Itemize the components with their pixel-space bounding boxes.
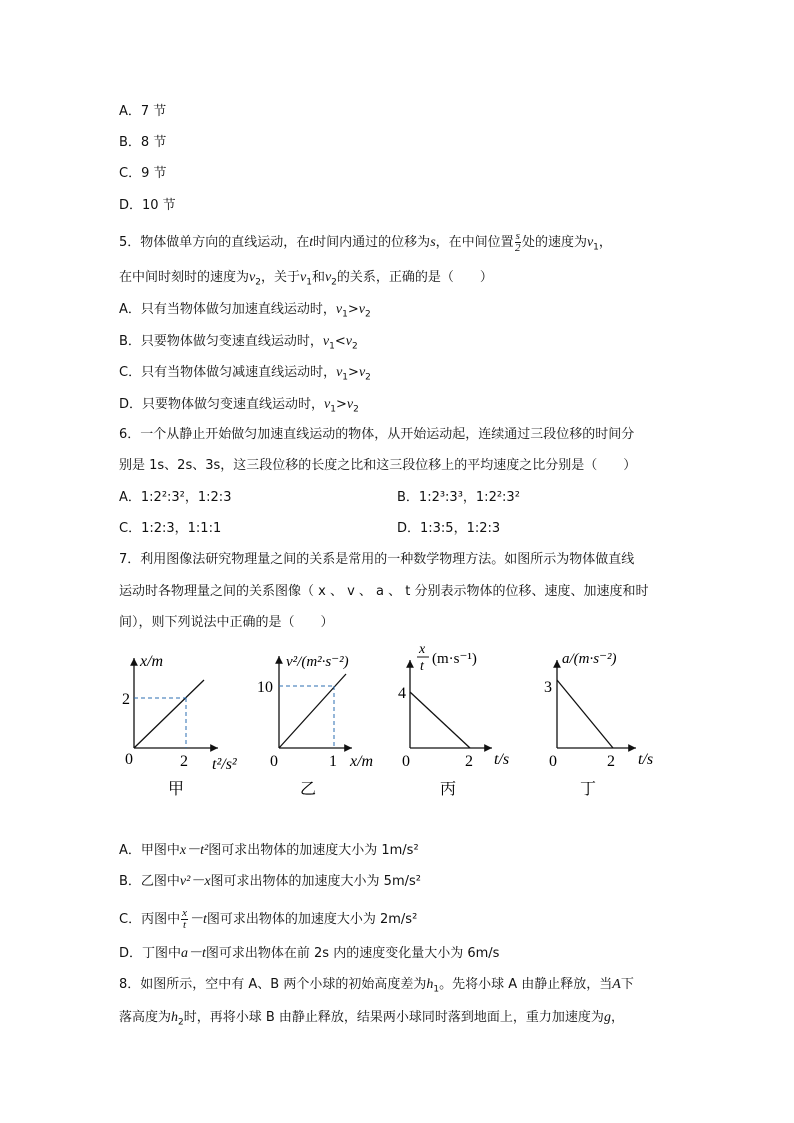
q5-stem-line2: 在中间时刻时的速度为$v_2$，关于$v_1$和$v_2$的关系，正确的是（ ） (119, 270, 493, 288)
graph-bing-xtick: 2 (465, 753, 473, 770)
q7-option-c: C．丙图中 $\frac{x}{t}$ －t图可求出物体的加速度大小为 2m/s² (119, 907, 418, 931)
graph-ding-xtick: 2 (607, 753, 615, 770)
graph-yi (257, 654, 373, 798)
graph-bing-ylabel-den: t (420, 659, 424, 674)
q8-stem-line1: 8．如图所示，空中有 A、B 两个小球的初始高度差为$h_1$。先将小球 A 由静止释放，当A下 (119, 977, 634, 995)
graph-ding (544, 651, 653, 798)
graph-yi-xlabel: x/m (350, 753, 374, 770)
q4-option-b: B．8 节 (119, 135, 167, 150)
graph-ding-line (557, 680, 613, 748)
q5-option-b: B．只要物体做匀变速直线运动时，$v_1<v_2$ (119, 334, 358, 352)
graph-yi-origin: 0 (270, 753, 278, 770)
graph-jia-line (134, 680, 204, 748)
graph-jia-caption: 甲 (168, 781, 185, 798)
q7-option-a: A．甲图中x－t²图可求出物体的加速度大小为 1m/s² (119, 843, 419, 858)
q5-half-s-fraction: $\frac{s}{2}$ (515, 230, 521, 254)
graph-bing-caption: 丙 (440, 781, 457, 798)
q7-stem-line3: 间），则下列说法中正确的是（ ） (119, 615, 334, 630)
graph-yi-caption: 乙 (300, 781, 317, 798)
graph-ding-ytick: 3 (544, 679, 552, 696)
q5-option-c: C．只有当物体做匀减速直线运动时，$v_1>v_2$ (119, 365, 371, 383)
graph-jia-origin: 0 (125, 751, 133, 768)
graph-ding-caption: 丁 (580, 781, 597, 798)
q5-stem-line1: 5．物体做单方向的直线运动，在t时间内通过的位移为s，在中间位置 $\frac{s}{2}$ 处的速度为$v_1$， (119, 230, 612, 254)
q7-option-d: D．丁图中a－t图可求出物体在前 2s 内的速度变化量大小为 6m/s (119, 946, 500, 961)
graph-bing-xlabel: t/s (494, 751, 510, 768)
q5-option-d: D．只要物体做匀变速直线运动时，$v_1>v_2$ (119, 397, 359, 415)
q4-option-d: D．10 节 (119, 198, 176, 213)
q7-stem-line1: 7．利用图像法研究物理量之间的关系是常用的一种数学物理方法。如图所示为物体做直线 (119, 552, 635, 567)
q7-stem-line2: 运动时各物理量之间的关系图像（ x 、 v 、 a 、 t 分别表示物体的位移、速度、加速度和时 (119, 584, 649, 599)
graph-jia-ylabel: x/m (140, 653, 164, 670)
graph-ding-origin: 0 (549, 753, 557, 770)
graph-yi-ytick: 10 (257, 679, 273, 696)
graph-bing-ytick: 4 (398, 685, 406, 702)
graph-yi-ylabel: v²/(m²·s⁻²) (286, 654, 349, 670)
q7-option-b: B．乙图中v²－x图可求出物体的加速度大小为 5m/s² (119, 874, 421, 889)
q6-option-d: D．1:3:5，1:2:3 (397, 521, 501, 536)
graph-jia-xtick: 2 (180, 753, 188, 770)
q6-option-c: C．1:2:3，1:1:1 (119, 521, 222, 536)
graph-ding-ylabel: a/(m·s⁻²) (562, 651, 617, 667)
graph-bing (398, 642, 509, 798)
q8-stem-line2: 落高度为$h_2$时，再将小球 B 由静止释放，结果两小球同时落到地面上，重力加速度为g， (119, 1010, 624, 1028)
graph-bing-ylabel-num: x (419, 642, 426, 657)
graph-bing-line (410, 692, 470, 748)
graph-jia (122, 653, 238, 798)
q6-stem-line2: 别是 1s、2s、3s，这三段位移的长度之比和这三段位移上的平均速度之比分别是（ ） (119, 458, 637, 473)
graph-yi-xtick: 1 (329, 753, 337, 770)
graph-jia-xlabel: t²/s² (212, 756, 237, 773)
q4-option-c: C．9 节 (119, 166, 167, 181)
graph-jia-ytick: 2 (122, 691, 130, 708)
graph-bing-ylabel-unit: (m·s⁻¹) (432, 651, 477, 667)
q6-option-a: A．1:2²:3²，1:2:3 (119, 490, 232, 505)
q6-stem-line1: 6．一个从静止开始做匀加速直线运动的物体，从开始运动起，连续通过三段位移的时间分 (119, 427, 635, 442)
graph-yi-line (279, 674, 346, 748)
q4-option-a: A．7 节 (119, 104, 167, 119)
graph-bing-origin: 0 (402, 753, 410, 770)
graph-ding-xlabel: t/s (638, 751, 654, 768)
q5-option-a: A．只有当物体做匀加速直线运动时，$v_1>v_2$ (119, 302, 371, 320)
q7-graphs (0, 640, 794, 840)
q7-option-c-fraction: $\frac{x}{t}$ (182, 907, 187, 931)
q6-option-b: B．1:2³:3³，1:2²:3² (397, 490, 520, 505)
